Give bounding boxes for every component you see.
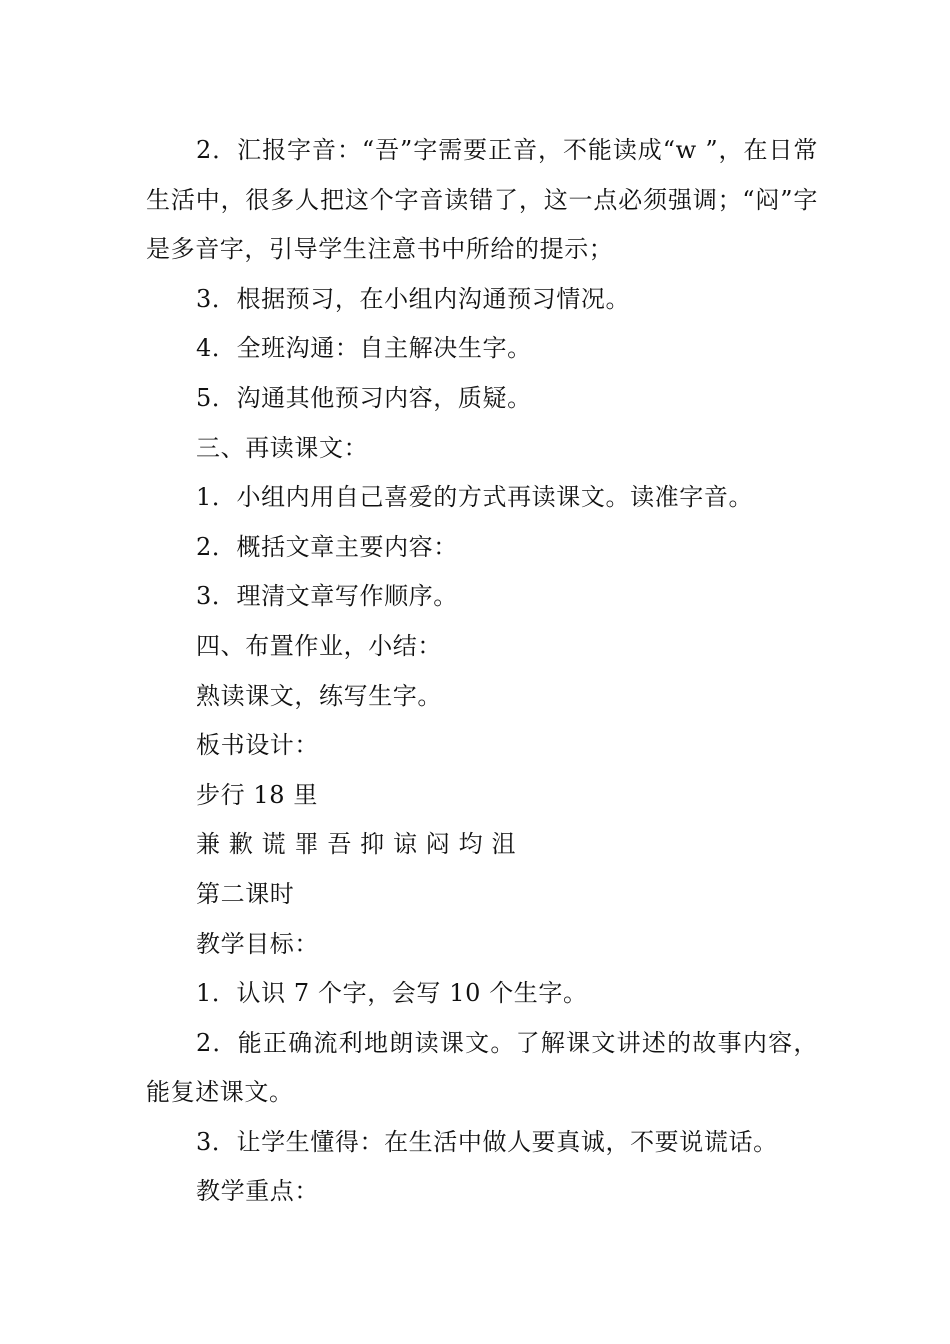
heading-board-design: 板书设计： — [196, 731, 319, 760]
paragraph-pronunciation-report: 2．汇报字音：“吾”字需要正音，不能读成“w ”，在日常生活中，很多人把这个字音读错了，这一点必须强调；“闷”字是多音字，引导学生注意书中所给的提示； — [146, 136, 818, 264]
section-heading-reread: 三、再读课文： — [196, 433, 369, 462]
paragraph-group-preview: 3．根据预习，在小组内沟通预习情况。 — [196, 284, 631, 313]
paragraph-reread-aloud: 1．小组内用自己喜爱的方式再读课文。读准字音。 — [196, 483, 754, 512]
document-body — [146, 126, 818, 1217]
board-title: 步行 18 里 — [196, 780, 318, 809]
section-heading-homework: 四、布置作业，小结： — [196, 631, 442, 660]
heading-teaching-goals: 教学目标： — [196, 929, 319, 958]
board-characters: 兼 歉 谎 罪 吾 抑 谅 闷 均 沮 — [196, 830, 517, 859]
paragraph-homework: 熟读课文，练写生字。 — [196, 681, 442, 710]
paragraph-summarize: 2．概括文章主要内容： — [196, 532, 458, 561]
goal-item-1: 1．认识 7 个字，会写 10 个生字。 — [196, 979, 588, 1008]
paragraph-writing-order: 3．理清文章写作顺序。 — [196, 582, 458, 611]
paragraph-class-discussion: 4．全班沟通：自主解决生字。 — [196, 334, 532, 363]
paragraph-other-preview: 5．沟通其他预习内容，质疑。 — [196, 383, 532, 412]
goal-item-3: 3．让学生懂得：在生活中做人要真诚，不要说谎话。 — [196, 1127, 778, 1156]
heading-second-lesson: 第二课时 — [196, 879, 295, 908]
heading-teaching-focus: 教学重点： — [196, 1177, 319, 1206]
goal-item-2: 2．能正确流利地朗读课文。了解课文讲述的故事内容，能复述课文。 — [146, 1028, 818, 1107]
